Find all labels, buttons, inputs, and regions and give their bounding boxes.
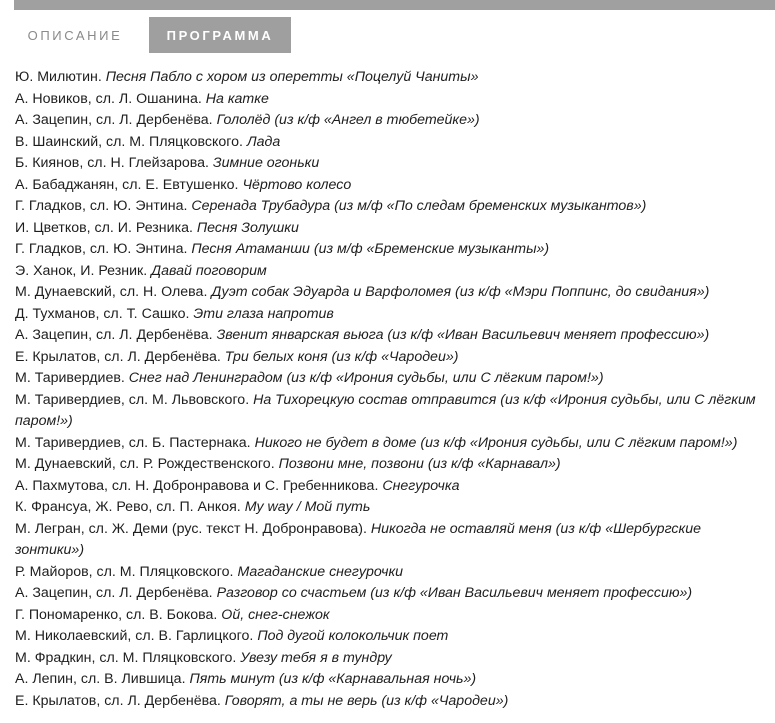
program-item bbox=[15, 562, 773, 584]
program-item bbox=[15, 390, 773, 433]
tab-program[interactable]: ПРОГРАММА bbox=[149, 17, 291, 53]
program-item-title: Снег над Ленинградом (из к/ф «Ирония судьбы, или С лёгким паром!») bbox=[128, 370, 604, 386]
program-item-authors: В. Шаинский, сл. М. Пляцковского. bbox=[15, 133, 243, 150]
program-item-title: Серенада Трубадура (из м/ф «По следам бременских музыкантов») bbox=[191, 198, 647, 214]
program-item-authors: Б. Киянов, сл. Н. Глейзарова. bbox=[15, 155, 209, 171]
program-item-title: Три белых коня (из к/ф «Чародеи») bbox=[224, 348, 459, 365]
program-item-authors: А. Зацепин, сл. Л. Дербенёва. bbox=[15, 112, 213, 128]
program-item-authors: Е. Крылатов, сл. Л. Дербенёва. bbox=[15, 692, 221, 709]
program-item-title: На катке bbox=[205, 90, 269, 107]
program-item-title: Песня Золушки bbox=[196, 219, 299, 236]
tab-description[interactable]: ОПИСАНИЕ bbox=[27, 27, 123, 43]
program-item bbox=[15, 282, 773, 304]
program-item-title: Гололёд (из к/ф «Ангел в тюбетейке») bbox=[216, 112, 480, 128]
program-item bbox=[15, 433, 773, 455]
program-item-title: Дуэт собак Эдуарда и Варфоломея (из к/ф «Мэри Поппинс, до свидания») bbox=[211, 284, 710, 300]
program-item-title: Никогда не оставляй меня (из к/ф «Шербургские зонтики») bbox=[15, 520, 701, 558]
program-item bbox=[15, 497, 773, 519]
program-item bbox=[15, 196, 773, 218]
program-item-authors: Д. Тухманов, сл. Т. Сашко. bbox=[15, 305, 190, 322]
program-item-authors: М. Таривердиев, сл. М. Львовского. bbox=[15, 391, 250, 408]
program-item bbox=[15, 261, 773, 283]
program-item-authors: Э. Ханок, И. Резник. bbox=[15, 262, 148, 279]
program-list bbox=[15, 67, 773, 712]
program-item bbox=[15, 454, 773, 476]
program-item-title: Звенит январская вьюга (из к/ф «Иван Васильевич меняет профессию») bbox=[216, 327, 710, 343]
program-item-authors: М. Фрадкин, сл. М. Пляцковского. bbox=[15, 649, 237, 666]
program-item-authors: М. Таривердиев. bbox=[15, 370, 125, 386]
program-item-authors: Г. Гладков, сл. Ю. Энтина. bbox=[15, 241, 188, 257]
program-item-title: Чёртово колесо bbox=[242, 176, 352, 193]
program-item-title: Магаданские снегурочки bbox=[237, 563, 404, 580]
program-item-authors: М. Николаевский, сл. В. Гарлицкого. bbox=[15, 628, 254, 644]
program-item bbox=[15, 218, 773, 240]
program-item bbox=[15, 648, 773, 670]
program-item-authors: М. Легран, сл. Ж. Деми (рус. текст Н. Добронравова). bbox=[15, 520, 367, 537]
program-item bbox=[15, 304, 773, 326]
program-item bbox=[15, 110, 773, 132]
program-item-authors: А. Бабаджанян, сл. Е. Евтушенко. bbox=[15, 176, 239, 193]
program-item bbox=[15, 583, 773, 605]
program-item-authors: А. Новиков, сл. Л. Ошанина. bbox=[15, 90, 202, 107]
program-item bbox=[15, 153, 773, 175]
program-item-title: Давай поговорим bbox=[151, 262, 267, 279]
program-item-title: Разговор со счастьем (из к/ф «Иван Васильевич меняет профессию») bbox=[216, 585, 693, 601]
program-item bbox=[15, 669, 773, 691]
program-item bbox=[15, 476, 773, 498]
program-item bbox=[15, 368, 773, 390]
program-item-title: Эти глаза напротив bbox=[193, 305, 334, 322]
program-item bbox=[15, 239, 773, 261]
program-item bbox=[15, 89, 773, 111]
program-item bbox=[15, 132, 773, 154]
program-item bbox=[15, 626, 773, 648]
program-item bbox=[15, 347, 773, 369]
program-item-authors: К. Франсуа, Ж. Рево, сл. П. Анкоя. bbox=[15, 499, 241, 515]
program-item-title: Ой, снег-снежок bbox=[221, 606, 330, 623]
program-item-title: Пять минут (из к/ф «Карнавальная ночь») bbox=[189, 671, 477, 687]
program-item-title: My way / Мой путь bbox=[244, 499, 371, 515]
program-item-authors: Р. Майоров, сл. М. Пляцковского. bbox=[15, 563, 234, 580]
program-item-authors: Ю. Милютин. bbox=[15, 69, 102, 85]
program-item-authors: Г. Пономаренко, сл. В. Бокова. bbox=[15, 606, 218, 623]
program-item-title: На Тихорецкую состав отправится (из к/ф «Ирония судьбы, или С лёгким паром!») bbox=[15, 391, 756, 429]
program-item-authors: М. Таривердиев, сл. Б. Пастернака. bbox=[15, 434, 251, 451]
program-item-title: Увезу тебя я в тундру bbox=[240, 649, 392, 666]
program-item-title: Зимние огоньки bbox=[212, 155, 320, 171]
program-item-authors: И. Цветков, сл. И. Резника. bbox=[15, 219, 193, 236]
program-item bbox=[15, 67, 773, 89]
program-item-authors: М. Дунаевский, сл. Р. Рождественского. bbox=[15, 456, 275, 472]
program-item-authors: А. Лепин, сл. В. Лившица. bbox=[15, 671, 186, 687]
program-item bbox=[15, 605, 773, 627]
program-item-authors: Е. Крылатов, сл. Л. Дербенёва. bbox=[15, 348, 221, 365]
program-item-authors: Г. Гладков, сл. Ю. Энтина. bbox=[15, 198, 188, 214]
program-item bbox=[15, 175, 773, 197]
program-item bbox=[15, 325, 773, 347]
program-item-title: Говорят, а ты не верь (из к/ф «Чародеи») bbox=[224, 692, 509, 709]
program-item-authors: А. Зацепин, сл. Л. Дербенёва. bbox=[15, 327, 213, 343]
program-item bbox=[15, 519, 773, 562]
top-bar bbox=[14, 0, 775, 10]
program-item-authors: А. Зацепин, сл. Л. Дербенёва. bbox=[15, 585, 213, 601]
program-item-title: Лада bbox=[246, 133, 281, 150]
program-item-title: Снегурочка bbox=[382, 477, 460, 494]
program-item-title: Никого не будет в доме (из к/ф «Ирония судьбы, или С лёгким паром!») bbox=[254, 434, 738, 451]
program-item-title: Позвони мне, позвони (из к/ф «Карнавал») bbox=[278, 456, 561, 472]
program-item bbox=[15, 691, 773, 713]
program-item-title: Под дугой колокольчик поет bbox=[257, 628, 449, 644]
program-item-authors: М. Дунаевский, сл. Н. Олева. bbox=[15, 284, 208, 300]
program-item-authors: А. Пахмутова, сл. Н. Добронравова и С. Гребенникова. bbox=[15, 477, 379, 494]
program-item-title: Песня Атаманши (из м/ф «Бременские музыканты») bbox=[191, 241, 550, 257]
tab-bar bbox=[14, 17, 291, 53]
program-item-title: Песня Пабло с хором из оперетты «Поцелуй Чаниты» bbox=[105, 69, 479, 85]
